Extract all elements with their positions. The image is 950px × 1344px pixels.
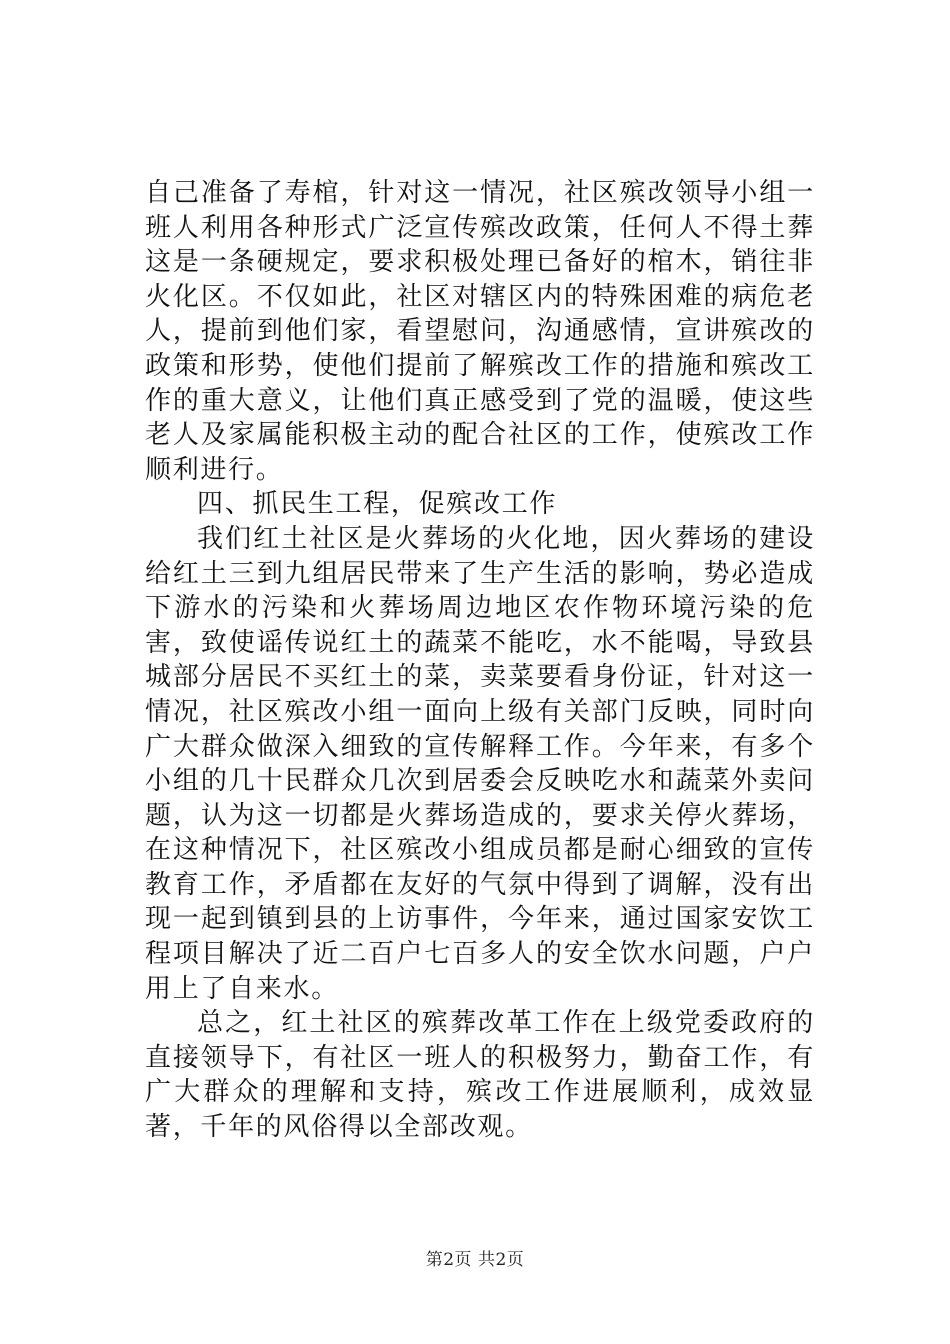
document-body xyxy=(145,176,815,1145)
page-number-footer: 第2页 共2页 xyxy=(425,1250,525,1270)
paragraph-continuation: 自己准备了寿棺，针对这一情况，社区殡改领导小组一班人利用各种形式广泛宣传殡改政策，任何人不得土葬这是一条硬规定，要求积极处理已备好的棺木，销往非火化区。不仅如此，社区对辖区内的特殊困难的病危老人，提前到他们家，看望慰问，沟通感情，宣讲殡改的政策和形势，使他们提前了解殡改工作的措施和殡改工作的重大意义，让他们真正感受到了党的温暖，使这些老人及家属能积极主动的配合社区的工作，使殡改工作顺利进行。 xyxy=(145,178,815,485)
paragraph-summary: 总之，红土社区的殡葬改革工作在上级党委政府的直接领导下，有社区一班人的积极努力，勤奋工作，有广大群众的理解和支持，殡改工作进展顺利，成效显著，千年的风俗得以全部改观。 xyxy=(145,1008,815,1143)
section-heading: 四、抓民生工程，促殡改工作 xyxy=(197,489,558,520)
paragraph-livelihood: 我们红土社区是火葬场的火化地，因火葬场的建设给红土三到九组居民带来了生产生活的影响，势必造成下游水的污染和火葬场周边地区农作物环境污染的危害，致使谣传说红土的蔬菜不能吃，水不能喝，导致县城部分居民不买红土的菜，卖菜要看身份证，针对这一情况，社区殡改小组一面向上级有关部门反映，同时向广大群众做深入细致的宣传解释工作。今年来，有多个小组的几十民群众几次到居委会反映吃水和蔬菜外卖问题，认为这一切都是火葬场造成的，要求关停火葬场，在这种情况下，社区殡改小组成员都是耐心细致的宣传教育工作，矛盾都在友好的气氛中得到了调解，没有出现一起到镇到县的上访事件，今年来，通过国家安饮工程项目解决了近二百户七百多人的安全饮水问题，户户用上了自来水。 xyxy=(145,523,815,1004)
